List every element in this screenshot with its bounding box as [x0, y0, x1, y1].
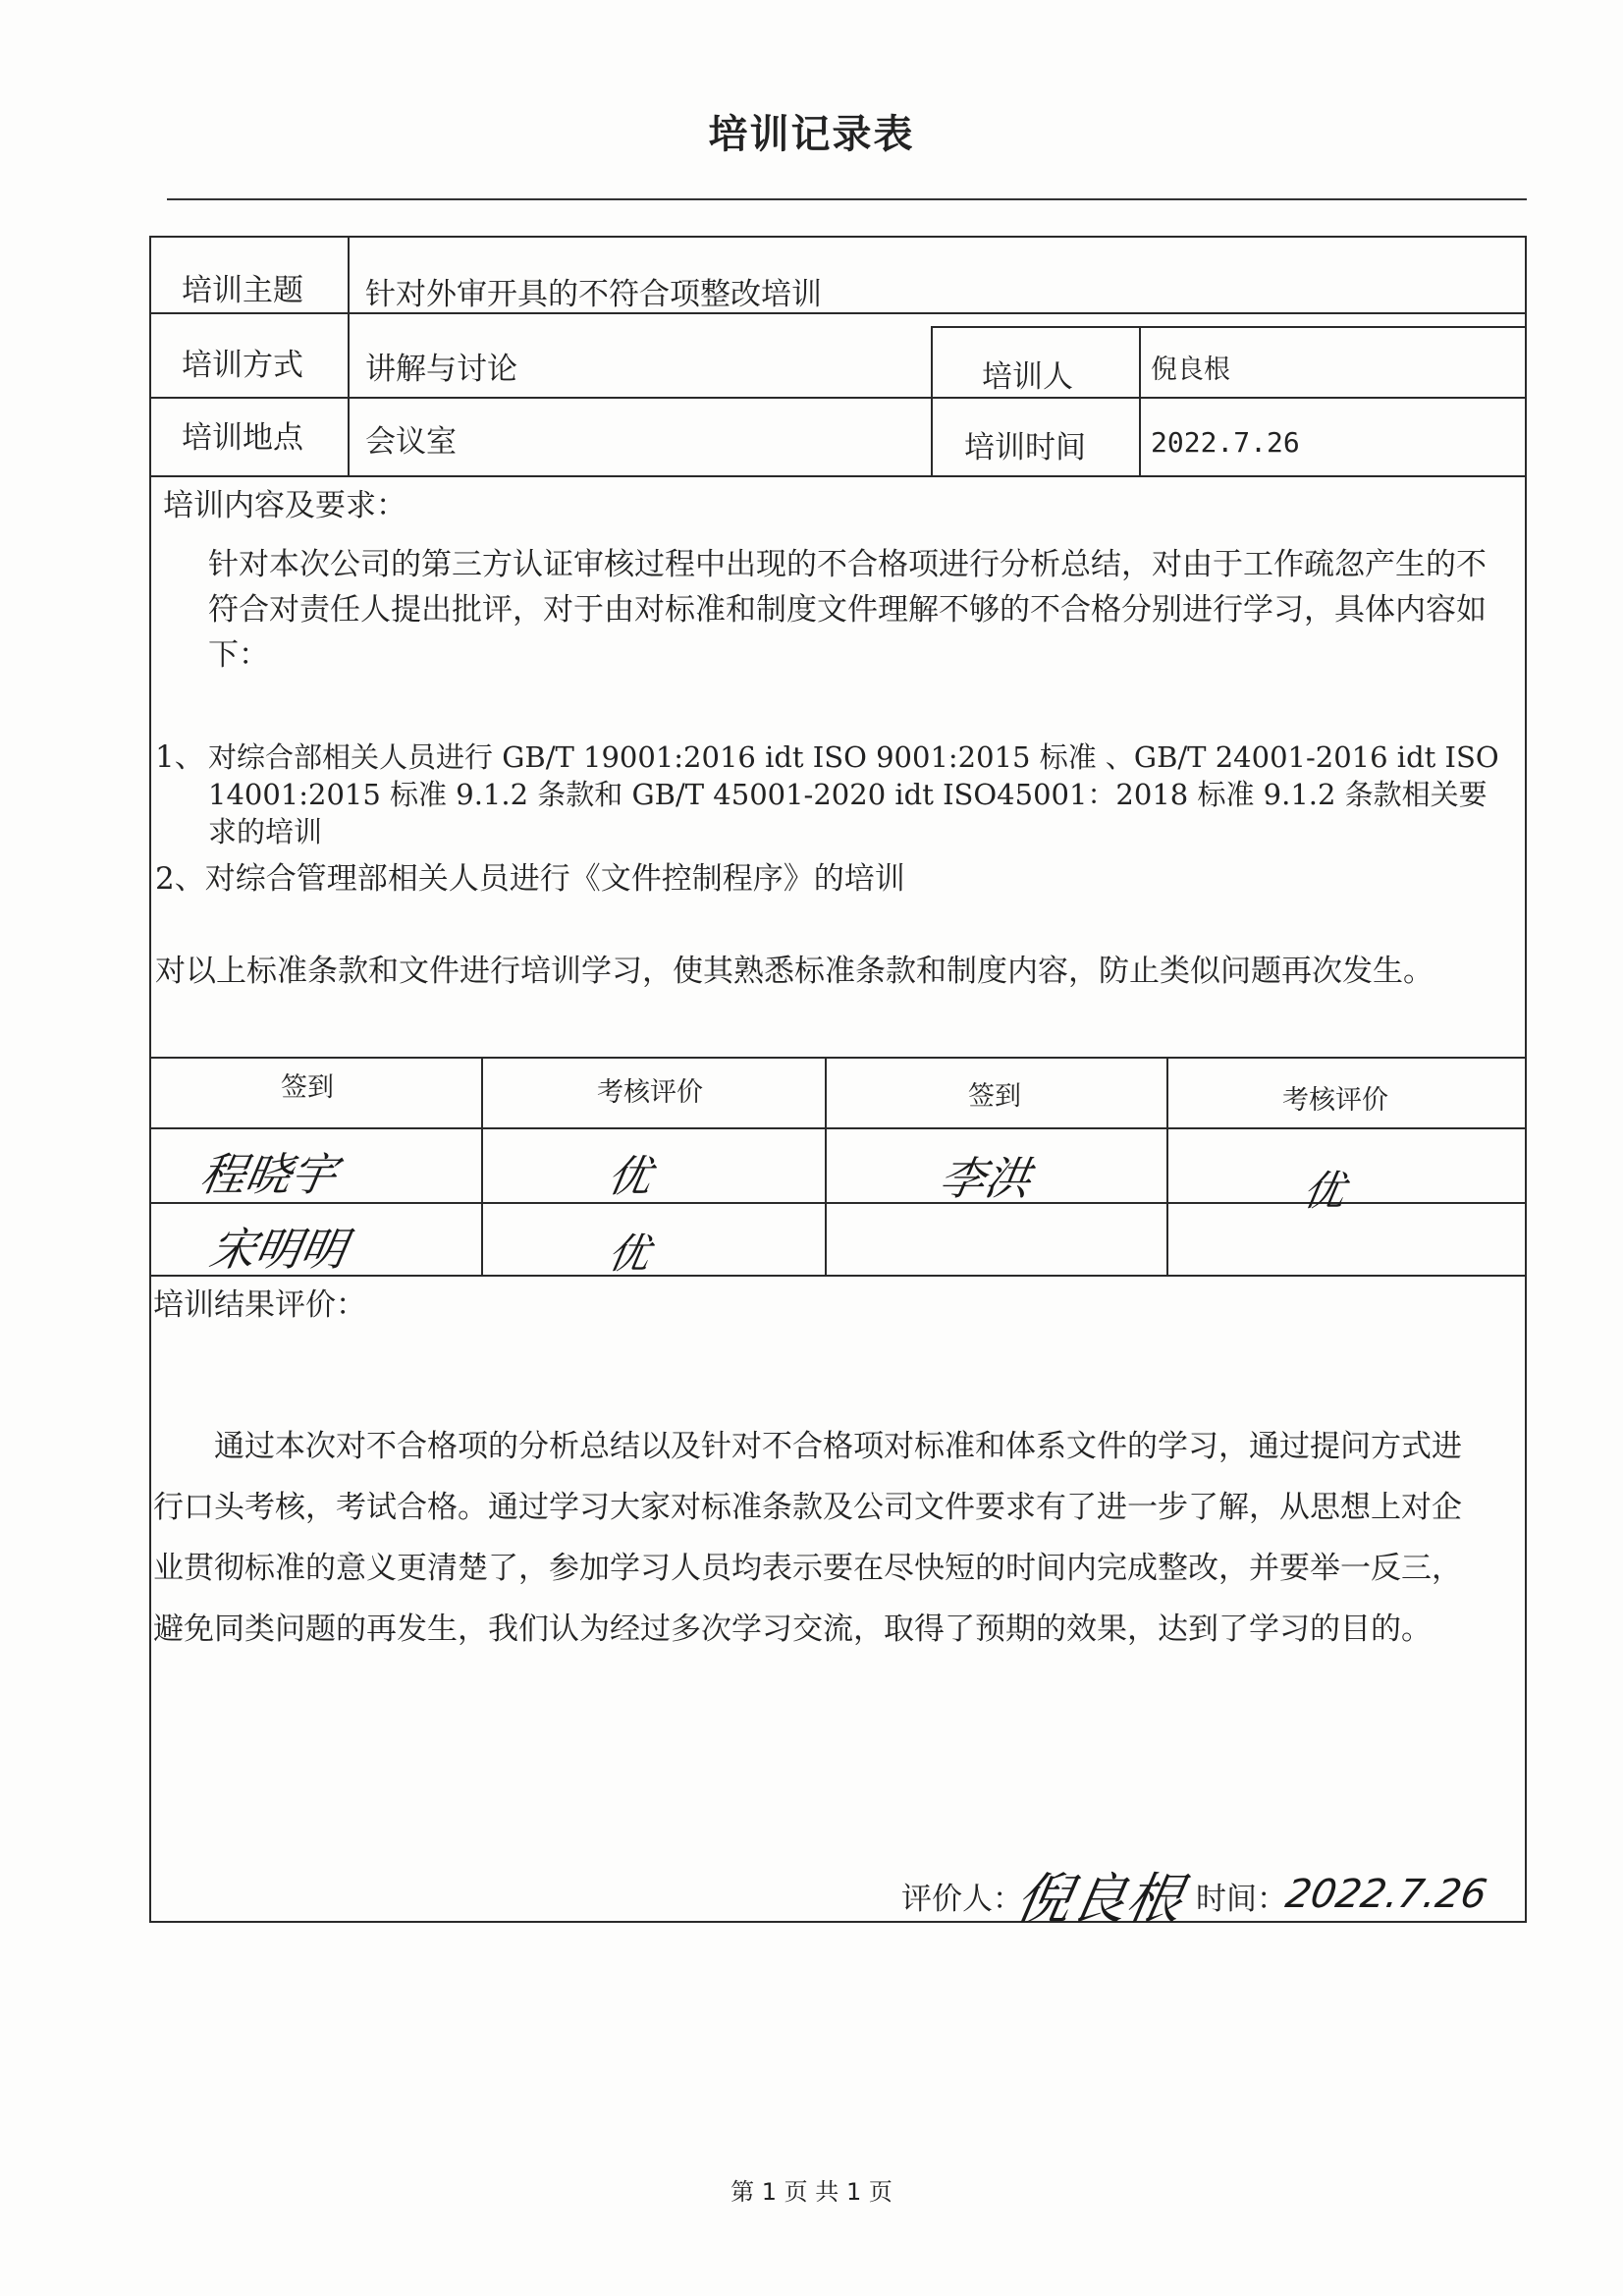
evaluation-time-label: 时间：: [1196, 1882, 1287, 1917]
topic-label: 培训主题: [182, 273, 303, 308]
assess-header-2: 考核评价: [1282, 1085, 1388, 1116]
evaluator-label: 评价人：: [901, 1882, 1023, 1917]
signature-row1-col1: 程晓宇: [195, 1148, 342, 1201]
trainer-label: 培训人: [982, 359, 1073, 395]
result-heading: 培训结果评价：: [153, 1287, 366, 1323]
method-label: 培训方式: [182, 348, 303, 383]
trainer-value: 倪良根: [1151, 355, 1230, 385]
item1-number: 1、: [155, 739, 205, 775]
evaluation-time-handwritten: 2022.7.26: [1281, 1872, 1490, 1917]
time-value: 2022.7.26: [1151, 426, 1300, 459]
signature-row1-col2: 李洪: [935, 1152, 1036, 1205]
page-number-footer: 第 1 页 共 1 页: [730, 2178, 893, 2206]
topic-value: 针对外审开具的不符合项整改培训: [365, 277, 822, 312]
title-rule: [167, 198, 1527, 200]
assessment-row1-col2: 优: [1299, 1167, 1349, 1215]
signature-row2-col1: 宋明明: [205, 1223, 352, 1276]
assessment-row1-col1: 优: [603, 1152, 656, 1202]
evaluator-signature: 倪良根: [1010, 1868, 1187, 1932]
signin-header-1: 签到: [281, 1072, 334, 1103]
document-title: 培训记录表: [708, 112, 915, 157]
signin-header-2: 签到: [968, 1081, 1021, 1112]
assess-header-1: 考核评价: [597, 1077, 703, 1108]
content-item-2: 2、对综合管理部相关人员进行《文件控制程序》的培训: [155, 861, 905, 897]
method-value: 讲解与讨论: [365, 352, 517, 387]
location-label: 培训地点: [182, 420, 303, 456]
content-heading: 培训内容及要求：: [163, 488, 406, 523]
content-closing: 对以上标准条款和文件进行培训学习，使其熟悉标准条款和制度内容，防止类似问题再次发生。: [155, 954, 1434, 989]
assessment-row2-col1: 优: [604, 1230, 654, 1278]
time-label: 培训时间: [964, 430, 1086, 465]
content-intro: 针对本次公司的第三方认证审核过程中出现的不合格项进行分析总结，对由于工作疏忽产生的不符合对责任人提出批评，对于由对标准和制度文件理解不够的不合格分别进行学习，具体内容如下：: [208, 547, 1487, 673]
location-value: 会议室: [365, 424, 457, 460]
result-text: 通过本次对不合格项的分析总结以及针对不合格项对标准和体系文件的学习，通过提问方式进行口头考核，考试合格。通过学习大家对标准条款及公司文件要求有了进一步了解，从思想上对企业贯彻标准的意义更清楚了，参加学习人员均表示要在尽快短的时间内完成整改，并要举一反三，避免同类问题的再发生，我们认为经过多次学习交流，取得了预期的效果，达到了学习的目的。: [153, 1429, 1462, 1647]
content-item-1: 对综合部相关人员进行 GB/T 19001:2016 idt ISO 9001:2015 标准 、GB/T 24001-2016 idt ISO 14001:2015 标准 9.1.2 条款和 GB/T 45001-2020 idt ISO45001：2018 标准 9.1.2 条款相关要求的培训: [208, 740, 1499, 848]
